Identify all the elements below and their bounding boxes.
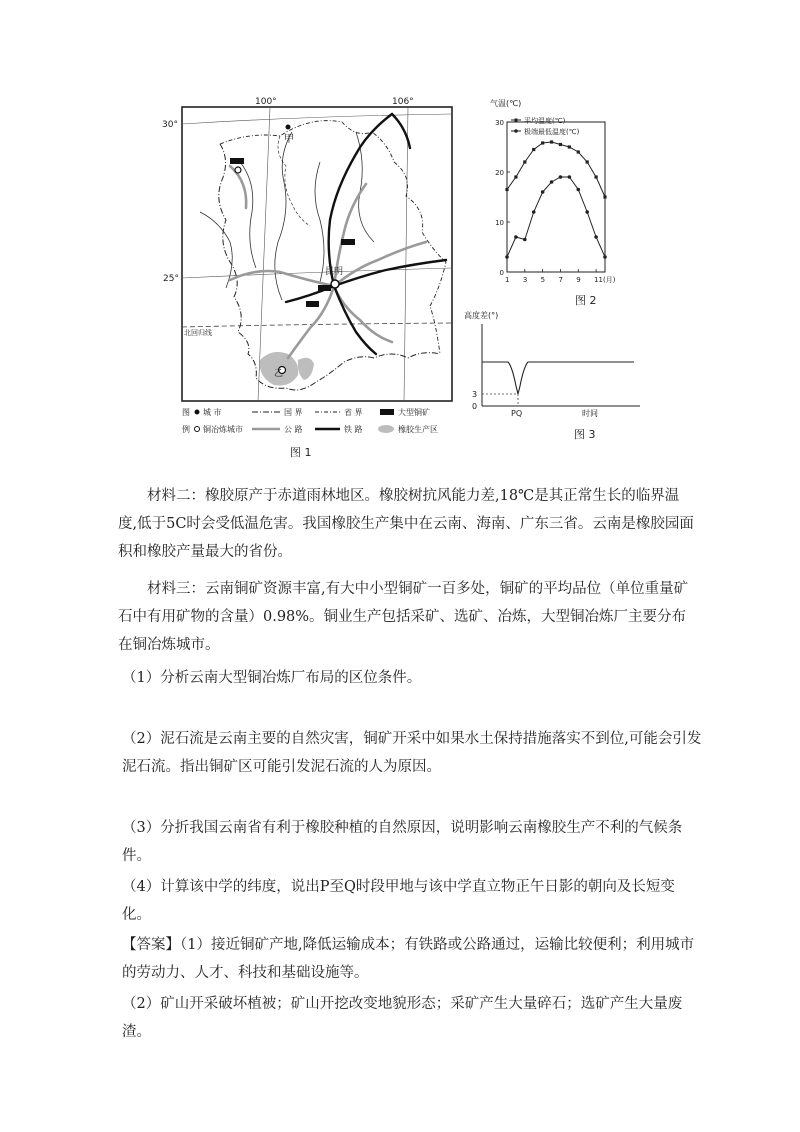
copper-mine-marker	[306, 301, 319, 307]
legend-square-marker	[515, 119, 518, 122]
chart-ylabel: 气温(℃)	[490, 99, 522, 108]
min-temp-point	[594, 235, 598, 239]
avg-temp-point	[514, 175, 517, 178]
min-temp-point	[532, 210, 536, 214]
lon-label-106: 106°	[392, 97, 414, 107]
fig3-ytick-3: 3	[472, 390, 478, 399]
x-tick-label: 3	[522, 276, 528, 284]
x-tick-label: 7	[558, 276, 563, 284]
min-temp-point	[523, 238, 527, 242]
fig3-ytick-0: 0	[472, 402, 478, 411]
question-1: （1）分析云南大型铜冶炼厂布局的区位条件。	[122, 670, 422, 686]
x-tick-label: 11(月)	[594, 276, 616, 284]
x-tick-label: 9	[576, 276, 581, 284]
x-tick-label: 5	[540, 276, 546, 284]
avg-temp-point	[550, 140, 553, 143]
avg-temp-point	[505, 188, 508, 191]
avg-temp-point	[523, 160, 526, 163]
avg-temp-line	[507, 142, 605, 197]
y-tick-label: 30	[495, 119, 504, 127]
avg-temp-point	[568, 145, 571, 148]
legend-min-temp: 极端最低温度(℃)	[524, 128, 580, 136]
fig3-curve	[482, 362, 634, 394]
copper-mine-marker	[318, 285, 331, 291]
answer-label: 【答案】	[122, 937, 180, 953]
avg-temp-point	[532, 148, 535, 151]
x-tick-label: 1	[505, 276, 510, 284]
label-kunming: 昆明	[325, 267, 344, 277]
avg-temp-point	[603, 195, 606, 198]
answer-2: （2）矿山开采破坏植被；矿山开挖改变地貌形态；采矿产生大量碎石；选矿产生大量废渣。	[122, 996, 683, 1040]
city-jia	[286, 125, 291, 130]
smelter-city	[235, 167, 241, 173]
lon-label-100: 100°	[255, 97, 277, 107]
min-temp-point	[559, 175, 563, 179]
legend-city-icon	[195, 410, 200, 415]
avg-temp-point	[541, 141, 544, 144]
label-yi: 乙	[274, 369, 284, 379]
y-tick-label: 20	[495, 169, 504, 177]
min-temp-line	[507, 177, 605, 257]
legend-provincial-border: 省 界	[344, 408, 363, 417]
min-temp-point	[585, 210, 589, 214]
map-frame	[182, 107, 452, 401]
avg-temp-point	[586, 160, 589, 163]
avg-temp-point	[559, 143, 562, 146]
tropic-label: 北回归线	[184, 329, 212, 337]
legend-title-top: 图	[182, 408, 190, 417]
question-2: （2）泥石流是云南主要的自然灾害，铜矿开采中如果水土保持措施落实不到位,可能会引发泥石流。指出铜矿区可能引发泥石流的人为原因。	[122, 731, 702, 775]
min-temp-point	[550, 180, 554, 184]
copper-mine-marker	[341, 239, 355, 245]
legend-railway: 铁 路	[344, 425, 363, 434]
min-temp-point	[568, 175, 572, 179]
lat-label-30: 30°	[162, 120, 178, 130]
question-3: （3）分折我国云南省有利于橡胶种植的自然原因，说明影响云南橡胶生产不利的气候条件。	[122, 820, 683, 864]
legend-copper-mine-icon	[380, 409, 394, 415]
label-jia: 甲	[284, 134, 294, 145]
copper-mine-marker	[230, 158, 244, 164]
y-tick-label: 10	[495, 219, 504, 227]
avg-temp-point	[594, 175, 597, 178]
answer-1-text: （1）接近铜矿产地,降低运输成本；有铁路或公路通过，运输比较便利；利用城市的劳动力、人才、科技和基础设施等。	[122, 937, 695, 981]
min-temp-point	[541, 190, 545, 194]
legend-dot-marker	[514, 129, 518, 133]
city-kunming	[331, 280, 339, 288]
legend-avg-temp: 平均温度(℃)	[524, 117, 566, 125]
material-3-paragraph: 材料三：云南铜矿资源丰富,有大中小型铜矿一百多处，铜矿的平均品位（单位重量矿石中有用矿物的含量）0.98%。铜业生产包括采矿、选矿、冶炼，大型铜冶炼厂主要分布在铜冶炼城市。	[118, 581, 689, 653]
avg-temp-point	[577, 150, 580, 153]
min-temp-point	[576, 188, 580, 192]
chart-legend	[511, 116, 580, 136]
material-2-paragraph: 材料二：橡胶原产于赤道雨林地区。橡胶树抗风能力差,18℃是其正常生长的临界温度,低于5C时会受低温危害。我国橡胶生产集中在云南、海南、广东三省。云南是橡胶园面积和橡胶产量最大的省份。	[118, 488, 694, 560]
legend-city: 城 市	[203, 408, 222, 417]
chart-plot-frame	[507, 122, 605, 272]
figure-1-map	[160, 92, 460, 462]
legend-highway: 公 路	[284, 425, 303, 434]
map-legend	[182, 407, 438, 434]
figure-3-height-difference-chart	[462, 306, 644, 446]
min-temp-point	[505, 255, 509, 259]
figure-2-caption: 图 2	[575, 294, 597, 307]
min-temp-point	[603, 255, 607, 259]
legend-rubber-area: 橡胶生产区	[398, 425, 438, 434]
min-temp-point	[514, 235, 518, 239]
y-tick-label: 0	[499, 269, 504, 277]
figure-2-temperature-chart	[487, 92, 627, 310]
figure-1-caption: 图 1	[290, 446, 312, 459]
legend-title-bottom: 例	[182, 425, 190, 434]
question-4: （4）计算该中学的纬度，说出P至Q时段甲地与该中学直立物正午日影的朝向及长短变化。	[122, 879, 675, 923]
legend-rubber-area-icon	[378, 425, 394, 433]
fig3-xlabel: 时间	[582, 409, 598, 418]
figure-3-caption: 图 3	[574, 428, 596, 441]
lat-label-25: 25°	[163, 274, 179, 284]
fig3-ylabel: 高度差(°)	[464, 311, 499, 320]
legend-smelter-city: 铜冶炼城市	[203, 425, 243, 434]
answer-1	[122, 931, 702, 987]
legend-copper-mine: 大型铜矿	[398, 408, 430, 417]
fig3-pq-label: PQ	[511, 409, 523, 418]
legend-smelter-icon	[195, 427, 200, 432]
legend-national-border: 国 界	[284, 408, 303, 417]
